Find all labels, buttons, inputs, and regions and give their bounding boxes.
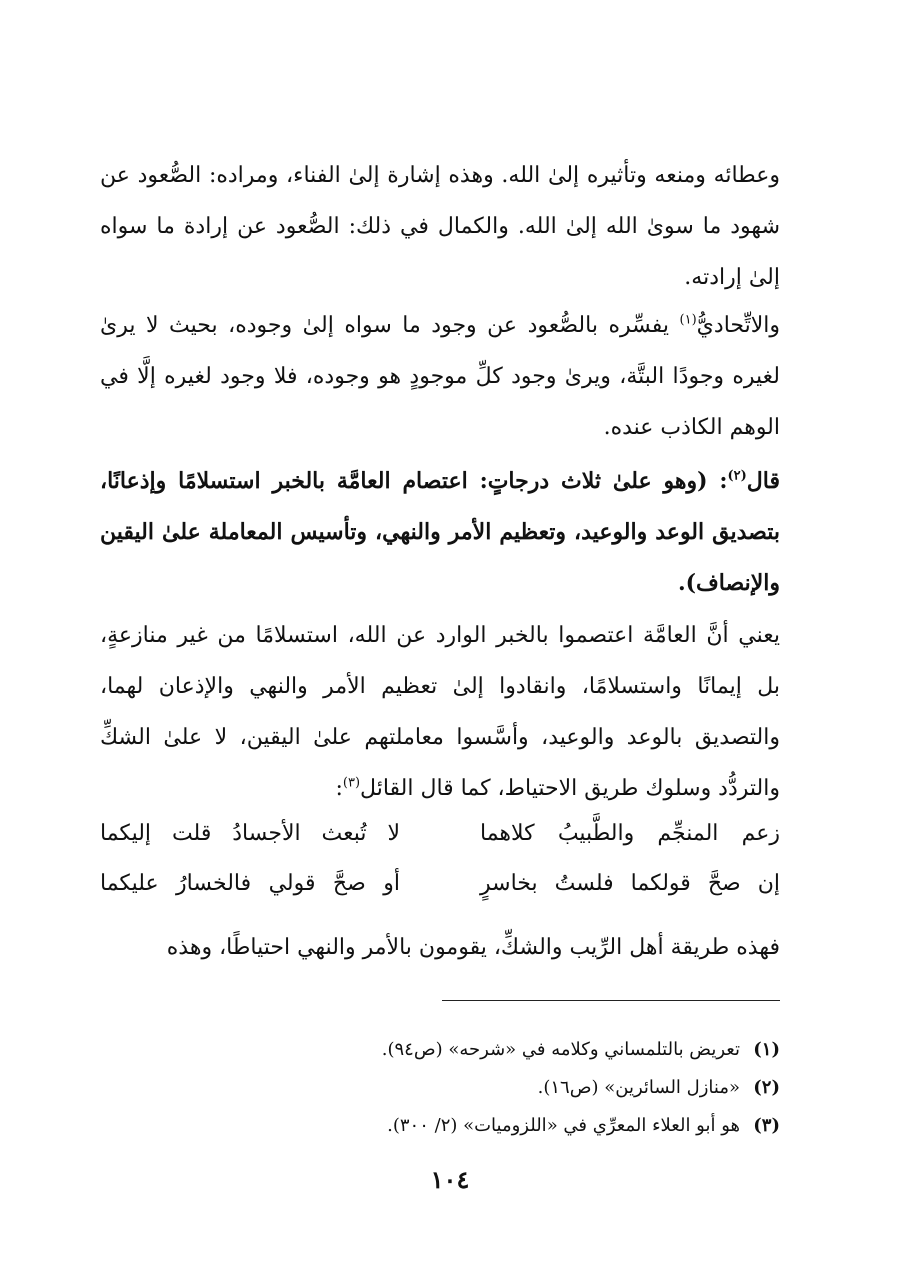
poem-hemistich-right: إن صحَّ قولكما فلستُ بخاسرٍ <box>480 870 780 896</box>
paragraph-2-rest: يفسِّره بالصُّعود عن وجود ما سواه إلىٰ وجوده، بحيث لا يرىٰ لغيره وجودًا البتَّة، ويرىٰ وجود كلِّ موجودٍ هو وجوده، فلا وجود لغيره إلَّا في الوهم الكاذب عنده. <box>100 313 780 440</box>
paragraph-4-tail: : <box>335 776 343 801</box>
footnote-text: هو أبو العلاء المعرِّي في «اللزوميات» (٢/ ٣٠٠). <box>387 1114 740 1136</box>
footnote-number: (٣) <box>753 1114 780 1136</box>
paragraph-1 <box>100 150 780 303</box>
poem-hemistich-right: زعم المنجِّم والطَّبيبُ كلاهما <box>480 820 780 846</box>
footnote-divider <box>442 1000 780 1001</box>
footnote-item <box>100 1068 780 1106</box>
footnote-number: (١) <box>753 1038 780 1060</box>
footnotes <box>100 1030 780 1144</box>
paragraph-3-text <box>100 456 780 609</box>
footnote-item <box>100 1030 780 1068</box>
poem <box>100 808 780 908</box>
footnote-text: تعريض بالتلمساني وكلامه في «شرحه» (ص٩٤). <box>381 1038 740 1060</box>
paragraph-1-text: وعطائه ومنعه وتأثيره إلىٰ الله. وهذه إشارة إلىٰ الفناء، ومراده: الصُّعود عن شهود ما سوىٰ الله إلىٰ الله. والكمال في ذلك: الصُّعود عن إرادة ما سواه إلىٰ إرادته. <box>100 163 780 290</box>
poem-hemistich-left: أو صحَّ قولي فالخسارُ عليكما <box>100 870 400 896</box>
paragraph-5 <box>100 922 780 973</box>
paragraph-2-text <box>100 300 780 453</box>
paragraph-2 <box>100 300 780 453</box>
paragraph-3-quote <box>100 456 780 609</box>
paragraph-4 <box>100 610 780 814</box>
poem-hemistich-left: لا تُبعث الأجسادُ قلت إليكما <box>100 820 400 846</box>
footnote-ref-1: (١) <box>679 312 697 328</box>
footnote-text: «منازل السائرين» (ص١٦). <box>537 1076 740 1098</box>
page-number: ١٠٤ <box>430 1165 470 1194</box>
poem-verse <box>100 858 780 908</box>
footnote-item <box>100 1106 780 1144</box>
paragraph-2-lead: والاتِّحاديُّ <box>696 313 780 338</box>
footnote-ref-2: (٢) <box>727 468 747 484</box>
footnote-number: (٢) <box>753 1076 780 1098</box>
paragraph-4-body: يعني أنَّ العامَّة اعتصموا بالخبر الوارد عن الله، استسلامًا من غير منازعةٍ، بل إيمانًا واستسلامًا، وانقادوا إلىٰ تعظيم الأمر والنهي والإذعان لهما، والتصديق بالوعد والوعيد، وأسَّسوا معاملتهم علىٰ اليقين، لا علىٰ الشكِّ والتردُّد وسلوك طريق الاحتياط، كما قال القائل <box>100 623 780 801</box>
footnote-ref-3: (٣) <box>342 775 361 791</box>
paragraph-3-lead: قال <box>746 468 780 494</box>
poem-verse <box>100 808 780 858</box>
paragraph-5-text: فهذه طريقة أهل الرِّيب والشكِّ، يقومون بالأمر والنهي احتياطًا، وهذه <box>166 935 780 960</box>
paragraph-4-text <box>100 610 780 814</box>
paragraph-3-rest: : (وهو علىٰ ثلاث درجاتٍ: اعتصام العامَّة بالخبر استسلامًا وإذعانًا، بتصديق الوعد والوعيد، وتعظيم الأمر والنهي، وتأسيس المعاملة علىٰ اليقين والإنصاف). <box>100 468 780 596</box>
